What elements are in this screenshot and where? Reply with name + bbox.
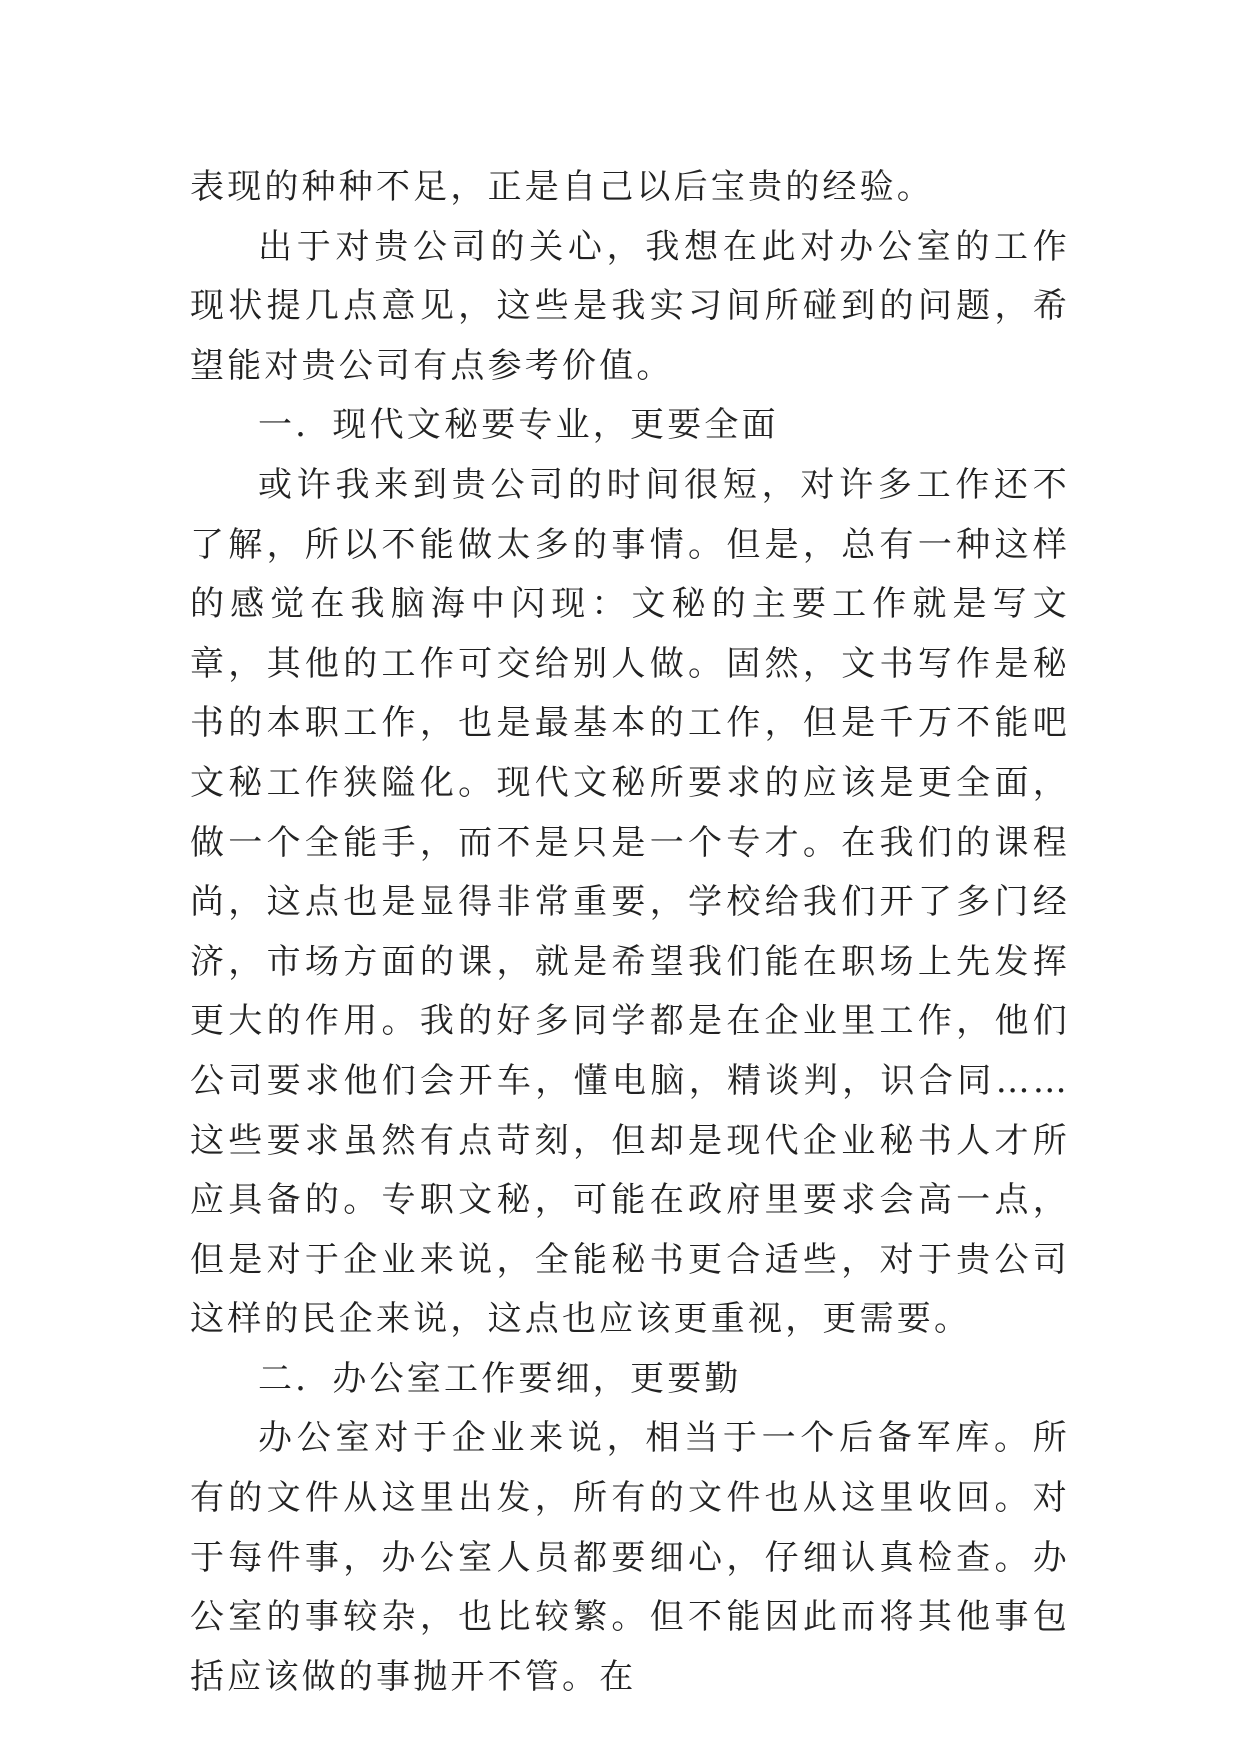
paragraph-continuation: 表现的种种不足，正是自己以后宝贵的经验。: [190, 167, 934, 207]
paragraph-section-1: 或许我来到贵公司的时间很短，对许多工作还不了解，所以不能做太多的事情。但是，总有一种这样的感觉在我脑海中闪现：文秘的主要工作就是写文章，其他的工作可交给别人做。固然，文书写作是秘书的本职工作，也是最基本的工作，但是千万不能吧文秘工作狭隘化。现代文秘所要求的应该是更全面，做一个全能手，而不是只是一个专才。在我们的课程尚，这点也是显得非常重要，学校给我们开了多门经济，市场方面的课，就是希望我们能在职场上先发挥更大的作用。我的好多同学都是在企业里工作，他们公司要求他们会开车，懂电脑，精谈判，识合同……这些要求虽然有点苛刻，但却是现代企业秘书人才所应具备的。专职文秘，可能在政府里要求会高一点，但是对于企业来说，全能秘书更合适些，对于贵公司这样的民企来说，这点也应该更重视，更需要。: [190, 464, 1070, 1340]
paragraph-suggestions-intro: 出于对贵公司的关心，我想在此对办公室的工作现状提几点意见，这些是我实习间所碰到的问题，希望能对贵公司有点参考价值。: [190, 226, 1070, 386]
document-body: [190, 158, 1070, 1707]
section-heading-1: 一．现代文秘要专业，更要全面: [258, 405, 779, 446]
section-heading-2: 二．办公室工作要细，更要勤: [258, 1358, 742, 1399]
paragraph-section-2: 办公室对于企业来说，相当于一个后备军库。所有的文件从这里出发，所有的文件也从这里收回。对于每件事，办公室人员都要细心，仔细认真检查。办公室的事较杂，也比较繁。但不能因此而将其他事包括应该做的事抛开不管。在: [190, 1418, 1070, 1697]
